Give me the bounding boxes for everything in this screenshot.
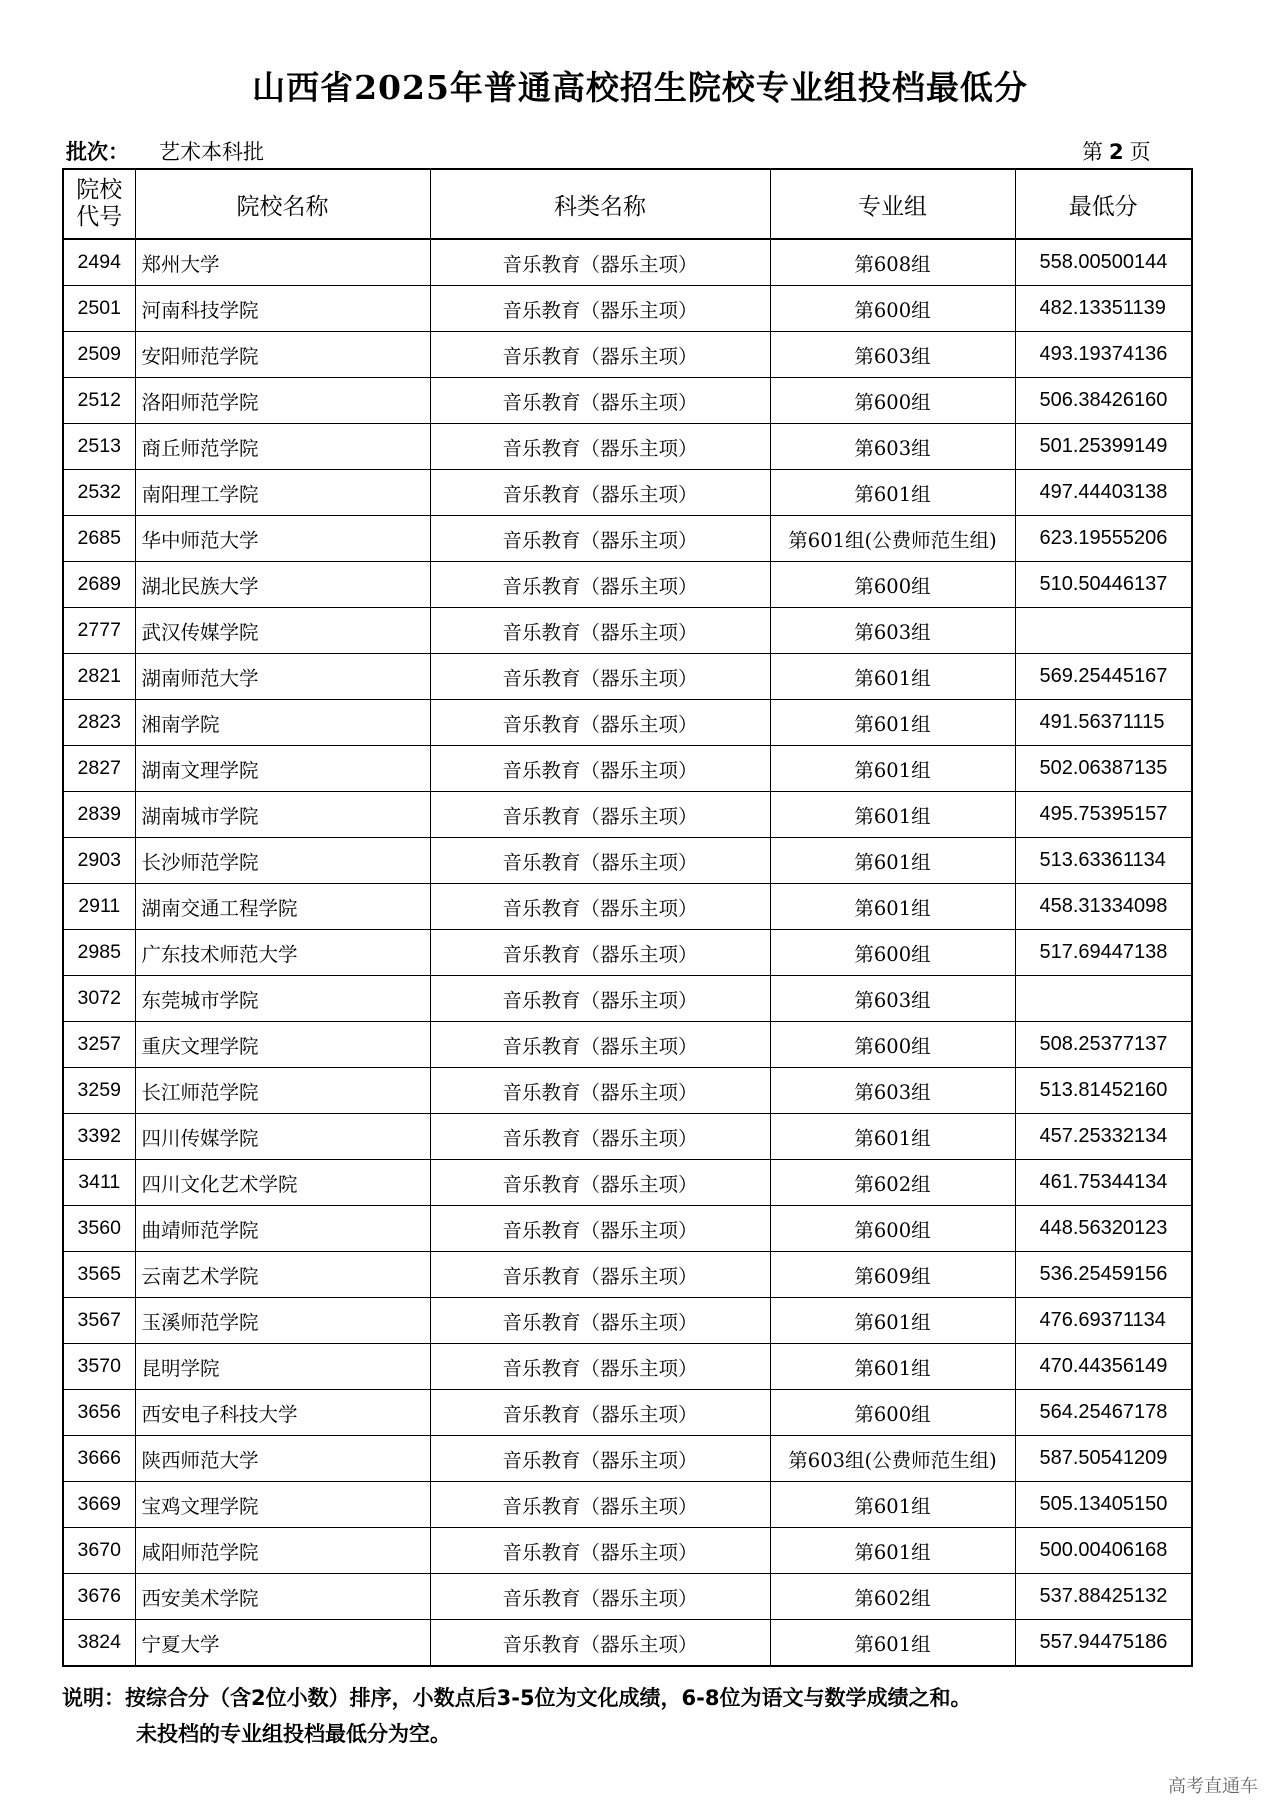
cell-name: 商丘师范学院	[135, 424, 430, 470]
table-row	[63, 1436, 1192, 1482]
cell-subject: 音乐教育（器乐主项）	[430, 1528, 770, 1574]
cell-score: 458.31334098	[1015, 884, 1192, 930]
cell-code: 3570	[63, 1344, 135, 1390]
cell-subject: 音乐教育（器乐主项）	[430, 1436, 770, 1482]
cell-name: 长江师范学院	[135, 1068, 430, 1114]
cell-code: 3669	[63, 1482, 135, 1528]
batch-value: 艺术本科批	[159, 140, 264, 164]
cell-group: 第603组	[770, 424, 1015, 470]
cell-score: 495.75395157	[1015, 792, 1192, 838]
table-row	[63, 654, 1192, 700]
cell-subject: 音乐教育（器乐主项）	[430, 746, 770, 792]
table-row	[63, 516, 1192, 562]
cell-code: 3411	[63, 1160, 135, 1206]
cell-group: 第600组	[770, 930, 1015, 976]
cell-code: 3656	[63, 1390, 135, 1436]
cell-score	[1015, 976, 1192, 1022]
cell-score: 513.81452160	[1015, 1068, 1192, 1114]
cell-subject: 音乐教育（器乐主项）	[430, 700, 770, 746]
table-row	[63, 470, 1192, 516]
cell-name: 西安美术学院	[135, 1574, 430, 1620]
score-table	[62, 168, 1193, 1667]
cell-subject: 音乐教育（器乐主项）	[430, 516, 770, 562]
table-row	[63, 1252, 1192, 1298]
cell-code: 2821	[63, 654, 135, 700]
cell-group: 第600组	[770, 562, 1015, 608]
cell-subject: 音乐教育（器乐主项）	[430, 1252, 770, 1298]
cell-code: 2532	[63, 470, 135, 516]
table-row	[63, 1390, 1192, 1436]
cell-group: 第601组	[770, 700, 1015, 746]
table-row	[63, 424, 1192, 470]
cell-group: 第602组	[770, 1160, 1015, 1206]
cell-score: 564.25467178	[1015, 1390, 1192, 1436]
cell-group: 第601组	[770, 1298, 1015, 1344]
cell-group: 第609组	[770, 1252, 1015, 1298]
cell-name: 湖南城市学院	[135, 792, 430, 838]
header-subject: 科类名称	[430, 169, 770, 239]
cell-score: 500.00406168	[1015, 1528, 1192, 1574]
table-row	[63, 746, 1192, 792]
cell-group: 第600组	[770, 1206, 1015, 1252]
cell-code: 2823	[63, 700, 135, 746]
cell-score: 491.56371115	[1015, 700, 1192, 746]
cell-score: 569.25445167	[1015, 654, 1192, 700]
table-row	[63, 1068, 1192, 1114]
cell-group: 第601组	[770, 1528, 1015, 1574]
cell-subject: 音乐教育（器乐主项）	[430, 1160, 770, 1206]
cell-subject: 音乐教育（器乐主项）	[430, 286, 770, 332]
cell-name: 四川文化艺术学院	[135, 1160, 430, 1206]
table-row	[63, 378, 1192, 424]
table-row	[63, 700, 1192, 746]
cell-name: 曲靖师范学院	[135, 1206, 430, 1252]
cell-code: 2685	[63, 516, 135, 562]
cell-score: 513.63361134	[1015, 838, 1192, 884]
cell-code: 3259	[63, 1068, 135, 1114]
table-header-row	[63, 169, 1192, 239]
cell-group: 第601组	[770, 470, 1015, 516]
cell-group: 第601组	[770, 1114, 1015, 1160]
cell-name: 玉溪师范学院	[135, 1298, 430, 1344]
cell-score: 506.38426160	[1015, 378, 1192, 424]
cell-group: 第601组(公费师范生组)	[770, 516, 1015, 562]
table-row	[63, 1482, 1192, 1528]
header-group: 专业组	[770, 169, 1015, 239]
cell-code: 2911	[63, 884, 135, 930]
footnote-line2: 未投档的专业组投档最低分为空。	[136, 1722, 451, 1746]
cell-group: 第603组	[770, 976, 1015, 1022]
cell-name: 河南科技学院	[135, 286, 430, 332]
cell-score: 493.19374136	[1015, 332, 1192, 378]
cell-name: 湘南学院	[135, 700, 430, 746]
table-row	[63, 1160, 1192, 1206]
table-row	[63, 1574, 1192, 1620]
cell-subject: 音乐教育（器乐主项）	[430, 1298, 770, 1344]
footnote-line1: 说明：按综合分（含2位小数）排序，小数点后3-5位为文化成绩，6-8位为语文与数学成绩之和。	[62, 1686, 972, 1710]
cell-name: 昆明学院	[135, 1344, 430, 1390]
table-row	[63, 1114, 1192, 1160]
cell-code: 2494	[63, 239, 135, 286]
cell-code: 3565	[63, 1252, 135, 1298]
table-row	[63, 792, 1192, 838]
cell-name: 南阳理工学院	[135, 470, 430, 516]
cell-name: 宁夏大学	[135, 1620, 430, 1667]
cell-score: 557.94475186	[1015, 1620, 1192, 1667]
page-prefix: 第	[1082, 140, 1103, 164]
cell-subject: 音乐教育（器乐主项）	[430, 930, 770, 976]
cell-name: 重庆文理学院	[135, 1022, 430, 1068]
cell-score: 537.88425132	[1015, 1574, 1192, 1620]
cell-code: 2512	[63, 378, 135, 424]
cell-group: 第603组(公费师范生组)	[770, 1436, 1015, 1482]
cell-subject: 音乐教育（器乐主项）	[430, 332, 770, 378]
cell-name: 宝鸡文理学院	[135, 1482, 430, 1528]
table-row	[63, 1528, 1192, 1574]
cell-name: 湖南文理学院	[135, 746, 430, 792]
cell-group: 第601组	[770, 654, 1015, 700]
cell-name: 洛阳师范学院	[135, 378, 430, 424]
cell-subject: 音乐教育（器乐主项）	[430, 608, 770, 654]
cell-code: 3392	[63, 1114, 135, 1160]
table-row	[63, 562, 1192, 608]
cell-name: 郑州大学	[135, 239, 430, 286]
page-number-value: 2	[1109, 140, 1124, 164]
cell-score: 470.44356149	[1015, 1344, 1192, 1390]
cell-subject: 音乐教育（器乐主项）	[430, 976, 770, 1022]
cell-score: 536.25459156	[1015, 1252, 1192, 1298]
header-name: 院校名称	[135, 169, 430, 239]
cell-name: 湖南交通工程学院	[135, 884, 430, 930]
cell-code: 3567	[63, 1298, 135, 1344]
cell-name: 安阳师范学院	[135, 332, 430, 378]
table-row	[63, 976, 1192, 1022]
cell-code: 3666	[63, 1436, 135, 1482]
table-row	[63, 884, 1192, 930]
cell-score: 505.13405150	[1015, 1482, 1192, 1528]
cell-subject: 音乐教育（器乐主项）	[430, 1114, 770, 1160]
cell-group: 第602组	[770, 1574, 1015, 1620]
cell-score	[1015, 608, 1192, 654]
table-row	[63, 1022, 1192, 1068]
table-row	[63, 286, 1192, 332]
cell-subject: 音乐教育（器乐主项）	[430, 1620, 770, 1667]
cell-group: 第600组	[770, 1022, 1015, 1068]
cell-group: 第608组	[770, 239, 1015, 286]
cell-group: 第601组	[770, 746, 1015, 792]
page-number	[1082, 136, 1151, 166]
cell-group: 第601组	[770, 1482, 1015, 1528]
cell-name: 云南艺术学院	[135, 1252, 430, 1298]
cell-subject: 音乐教育（器乐主项）	[430, 884, 770, 930]
cell-code: 3560	[63, 1206, 135, 1252]
cell-score: 517.69447138	[1015, 930, 1192, 976]
cell-group: 第601组	[770, 838, 1015, 884]
table-row	[63, 1620, 1192, 1667]
cell-code: 3670	[63, 1528, 135, 1574]
cell-group: 第600组	[770, 1390, 1015, 1436]
table-row	[63, 608, 1192, 654]
cell-score: 482.13351139	[1015, 286, 1192, 332]
table-row	[63, 1344, 1192, 1390]
cell-name: 广东技术师范大学	[135, 930, 430, 976]
cell-group: 第601组	[770, 1344, 1015, 1390]
cell-score: 502.06387135	[1015, 746, 1192, 792]
cell-code: 2513	[63, 424, 135, 470]
cell-subject: 音乐教育（器乐主项）	[430, 562, 770, 608]
cell-name: 华中师范大学	[135, 516, 430, 562]
cell-group: 第601组	[770, 884, 1015, 930]
cell-code: 2501	[63, 286, 135, 332]
cell-code: 3072	[63, 976, 135, 1022]
cell-score: 461.75344134	[1015, 1160, 1192, 1206]
cell-code: 2509	[63, 332, 135, 378]
cell-score: 508.25377137	[1015, 1022, 1192, 1068]
watermark: 高考直通车	[1168, 1776, 1258, 1797]
cell-code: 3676	[63, 1574, 135, 1620]
cell-score: 501.25399149	[1015, 424, 1192, 470]
cell-subject: 音乐教育（器乐主项）	[430, 424, 770, 470]
cell-name: 四川传媒学院	[135, 1114, 430, 1160]
cell-score: 510.50446137	[1015, 562, 1192, 608]
cell-subject: 音乐教育（器乐主项）	[430, 1344, 770, 1390]
cell-score: 587.50541209	[1015, 1436, 1192, 1482]
cell-subject: 音乐教育（器乐主项）	[430, 1068, 770, 1114]
cell-subject: 音乐教育（器乐主项）	[430, 470, 770, 516]
table-row	[63, 332, 1192, 378]
cell-code: 2689	[63, 562, 135, 608]
cell-score: 476.69371134	[1015, 1298, 1192, 1344]
cell-subject: 音乐教育（器乐主项）	[430, 1022, 770, 1068]
cell-group: 第600组	[770, 286, 1015, 332]
cell-subject: 音乐教育（器乐主项）	[430, 792, 770, 838]
cell-code: 3257	[63, 1022, 135, 1068]
cell-name: 长沙师范学院	[135, 838, 430, 884]
table-row	[63, 838, 1192, 884]
cell-code: 2985	[63, 930, 135, 976]
batch-label: 批次：	[66, 140, 129, 164]
cell-name: 西安电子科技大学	[135, 1390, 430, 1436]
cell-code: 3824	[63, 1620, 135, 1667]
cell-group: 第600组	[770, 378, 1015, 424]
cell-code: 2777	[63, 608, 135, 654]
batch-info	[66, 136, 264, 166]
cell-subject: 音乐教育（器乐主项）	[430, 1206, 770, 1252]
cell-code: 2827	[63, 746, 135, 792]
cell-subject: 音乐教育（器乐主项）	[430, 239, 770, 286]
cell-subject: 音乐教育（器乐主项）	[430, 1574, 770, 1620]
cell-score: 497.44403138	[1015, 470, 1192, 516]
page-suffix: 页	[1129, 140, 1151, 164]
table-row	[63, 239, 1192, 286]
cell-group: 第601组	[770, 1620, 1015, 1667]
cell-code: 2903	[63, 838, 135, 884]
cell-code: 2839	[63, 792, 135, 838]
cell-name: 陕西师范大学	[135, 1436, 430, 1482]
page-title: 山西省2025年普通高校招生院校专业组投档最低分	[252, 68, 1028, 107]
cell-subject: 音乐教育（器乐主项）	[430, 654, 770, 700]
cell-score: 623.19555206	[1015, 516, 1192, 562]
cell-score: 558.00500144	[1015, 239, 1192, 286]
table-row	[63, 1206, 1192, 1252]
cell-score: 448.56320123	[1015, 1206, 1192, 1252]
cell-group: 第601组	[770, 792, 1015, 838]
cell-group: 第603组	[770, 608, 1015, 654]
cell-group: 第603组	[770, 332, 1015, 378]
cell-name: 咸阳师范学院	[135, 1528, 430, 1574]
cell-subject: 音乐教育（器乐主项）	[430, 838, 770, 884]
cell-score: 457.25332134	[1015, 1114, 1192, 1160]
cell-subject: 音乐教育（器乐主项）	[430, 378, 770, 424]
table-row	[63, 930, 1192, 976]
cell-name: 东莞城市学院	[135, 976, 430, 1022]
header-score: 最低分	[1015, 169, 1192, 239]
cell-name: 湖北民族大学	[135, 562, 430, 608]
cell-name: 湖南师范大学	[135, 654, 430, 700]
footnote	[62, 1680, 972, 1752]
header-code: 院校 代号	[63, 169, 135, 239]
cell-subject: 音乐教育（器乐主项）	[430, 1482, 770, 1528]
table-row	[63, 1298, 1192, 1344]
cell-name: 武汉传媒学院	[135, 608, 430, 654]
cell-subject: 音乐教育（器乐主项）	[430, 1390, 770, 1436]
cell-group: 第603组	[770, 1068, 1015, 1114]
